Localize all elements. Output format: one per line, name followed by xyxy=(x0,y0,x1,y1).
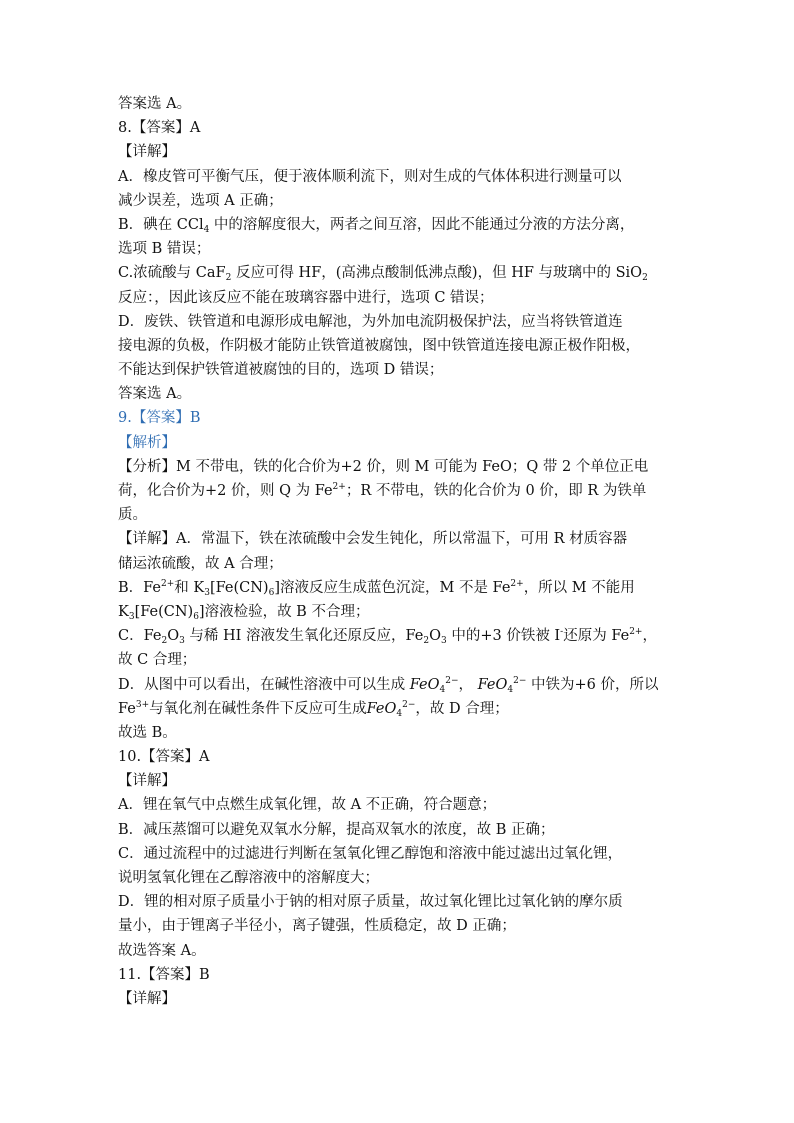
q8-option-c-line2: 反应：，因此该反应不能在玻璃容器中进行，选项 C 错误； xyxy=(118,289,494,306)
text-segment: 反应可得 HF，(高沸点酸制低沸点酸)，但 HF 与玻璃中的 SiO xyxy=(231,265,643,282)
subscript: 3 xyxy=(179,636,185,647)
text-segment: ]溶液反应生成蓝色沉淀，M 不是 Fe xyxy=(274,579,511,596)
q8-option-a-line2: 减少误差，选项 A 正确； xyxy=(118,192,283,209)
superscript: 2+ xyxy=(161,578,175,589)
q9-option-b-line2 xyxy=(118,600,678,624)
text-segment: O xyxy=(167,628,180,645)
text-segment: 和 K xyxy=(174,579,205,596)
text-segment: C．Fe xyxy=(118,628,162,645)
q9-option-d-line1 xyxy=(118,673,678,697)
text-segment: ， xyxy=(642,628,657,645)
q10-detail-header: 【详解】 xyxy=(118,773,176,790)
text-segment: ]溶液检验，故 B 不合理； xyxy=(198,603,370,620)
q9-option-c-line1 xyxy=(118,624,678,648)
q11-answer: 11.【答案】B xyxy=(118,966,210,983)
q8-option-c-line1 xyxy=(118,261,678,285)
q8-detail-header: 【详解】 xyxy=(118,144,176,161)
q10-option-d-line1: D．锂的相对原子质量小于钠的相对原子质量，故过氧化锂比过氧化钠的摩尔质 xyxy=(118,894,623,911)
subscript: 2 xyxy=(642,273,648,284)
q9-answer: 9.【答案】B xyxy=(118,410,201,427)
superscript: 2+ xyxy=(332,482,346,492)
q8-option-b-line1 xyxy=(118,213,678,237)
q9-option-a-line1: 【详解】A．常温下，铁在浓硫酸中会发生钝化，所以常温下，可用 R 材质容器 xyxy=(118,531,628,548)
q8-conclusion: 答案选 A。 xyxy=(118,386,192,403)
answer-document xyxy=(118,92,678,1011)
text-segment: ，所以 M 不能用 xyxy=(523,579,635,596)
subscript: 4 xyxy=(203,224,210,235)
subscript: 2 xyxy=(423,636,430,647)
q11-detail-header: 【详解】 xyxy=(118,990,176,1007)
q8-option-d-line1: D．废铁、铁管道和电源形成电解池，为外加电流阴极保护法，应当将铁管道连 xyxy=(118,313,623,330)
q9-option-b-line1 xyxy=(118,576,678,600)
q10-option-a: A．锂在氧气中点燃生成氧化锂，故 A 不正确，符合题意； xyxy=(118,797,497,814)
q10-conclusion: 故选答案 A。 xyxy=(118,942,206,959)
q8-answer: 8.【答案】A xyxy=(118,120,201,137)
q9-option-a-line2: 储运浓硫酸，故 A 合理； xyxy=(118,555,283,572)
q9-analysis-line2 xyxy=(118,479,678,503)
text-segment: ，故 D 合理； xyxy=(415,700,509,717)
q9-analysis-line3: 质。 xyxy=(118,507,147,524)
formula-base: FeO xyxy=(477,676,508,693)
superscript: 2+ xyxy=(510,578,524,589)
text-segment: Fe xyxy=(118,700,136,717)
q9-analysis-header: 【解析】 xyxy=(118,434,176,451)
ferrate-formula xyxy=(478,677,527,693)
subscript: 2 xyxy=(225,273,232,284)
q10-answer: 10.【答案】A xyxy=(118,749,210,766)
q9-option-c-line2: 故 C 合理； xyxy=(118,652,197,669)
q10-option-c-line1: C．通过流程中的过滤进行判断在氢氧化锂乙醇饱和溶液中能过滤出过氧化锂， xyxy=(118,845,623,862)
text-segment: 还原为 Fe xyxy=(563,628,630,645)
q10-option-b: B．减压蒸馏可以避免双氧水分解，提高双氧水的浓度，故 B 正确； xyxy=(118,821,555,838)
subscript: 4 xyxy=(439,684,446,695)
q8-option-b-line2: 选项 B 错误； xyxy=(118,241,211,258)
formula-base: FeO xyxy=(409,676,440,693)
text-segment: 中的+3 价铁被 I xyxy=(446,628,561,645)
subscript: 6 xyxy=(193,611,199,622)
ferrate-formula xyxy=(367,701,416,717)
q10-option-d-line2: 量小，由于锂离子半径小，离子键强，性质稳定，故 D 正确； xyxy=(118,918,516,935)
superscript: 2+ xyxy=(629,627,643,638)
subscript: 6 xyxy=(268,587,275,598)
subscript: 4 xyxy=(396,708,403,719)
text-segment: 与稀 HI 溶液发生氧化还原反应，Fe xyxy=(184,628,424,645)
q8-option-a-line1: A．橡皮管可平衡气压，便于液体顺利流下，则对生成的气体体积进行测量可以 xyxy=(118,168,622,185)
superscript: - xyxy=(560,627,564,638)
q8-option-d-line3: 不能达到保护铁管道被腐蚀的目的，选项 D 错误； xyxy=(118,362,444,379)
text-segment: C.浓硫酸与 CaF xyxy=(118,265,226,282)
subscript: 4 xyxy=(507,684,514,695)
text-segment: [Fe(CN) xyxy=(209,579,269,596)
text-segment: B．Fe xyxy=(118,579,162,596)
formula-base: FeO xyxy=(366,700,397,717)
ferrate-formula xyxy=(410,677,459,693)
q7-conclusion: 答案选 A。 xyxy=(118,96,192,112)
subscript: 3 xyxy=(204,587,210,598)
q9-option-d-line2 xyxy=(118,697,678,721)
text-segment: [Fe(CN) xyxy=(134,603,194,620)
text-segment: 中的溶解度很大，两者之间互溶，因此不能通过分液的方法分离， xyxy=(209,216,635,233)
text-segment: 荷，化合价为+2 价，则 Q 为 Fe xyxy=(118,483,333,499)
subscript: 3 xyxy=(128,611,135,622)
text-segment: 与氧化剂在碱性条件下反应可生成 xyxy=(149,700,367,717)
text-segment: D．从图中可以看出，在碱性溶液中可以生成 xyxy=(118,676,410,693)
q9-conclusion: 故选 B。 xyxy=(118,724,177,741)
superscript: 3+ xyxy=(135,699,150,710)
text-segment: B．碘在 CCl xyxy=(118,216,204,233)
superscript: 2− xyxy=(402,699,416,710)
subscript: 3 xyxy=(441,636,447,647)
text-segment: O xyxy=(429,628,441,645)
superscript: 2− xyxy=(513,675,527,686)
text-segment: K xyxy=(118,603,129,620)
q10-option-c-line2: 说明氢氧化锂在乙醇溶液中的溶解度大； xyxy=(118,870,379,886)
superscript: 2− xyxy=(445,675,459,686)
q9-analysis-line1: 【分析】M 不带电，铁的化合价为+2 价，则 M 可能为 FeO；Q 带 2 个单位正电 xyxy=(118,458,649,475)
text-segment: ；R 不带电，铁的化合价为 0 价，即 R 为铁单 xyxy=(345,483,647,499)
subscript: 2 xyxy=(161,636,168,647)
text-segment: ， xyxy=(458,676,473,693)
text-segment: 中铁为+6 价，所以 xyxy=(526,676,659,693)
q8-option-d-line2: 接电源的负极，作阴极才能防止铁管道被腐蚀，图中铁管道连接电源正极作阳极， xyxy=(118,337,640,354)
